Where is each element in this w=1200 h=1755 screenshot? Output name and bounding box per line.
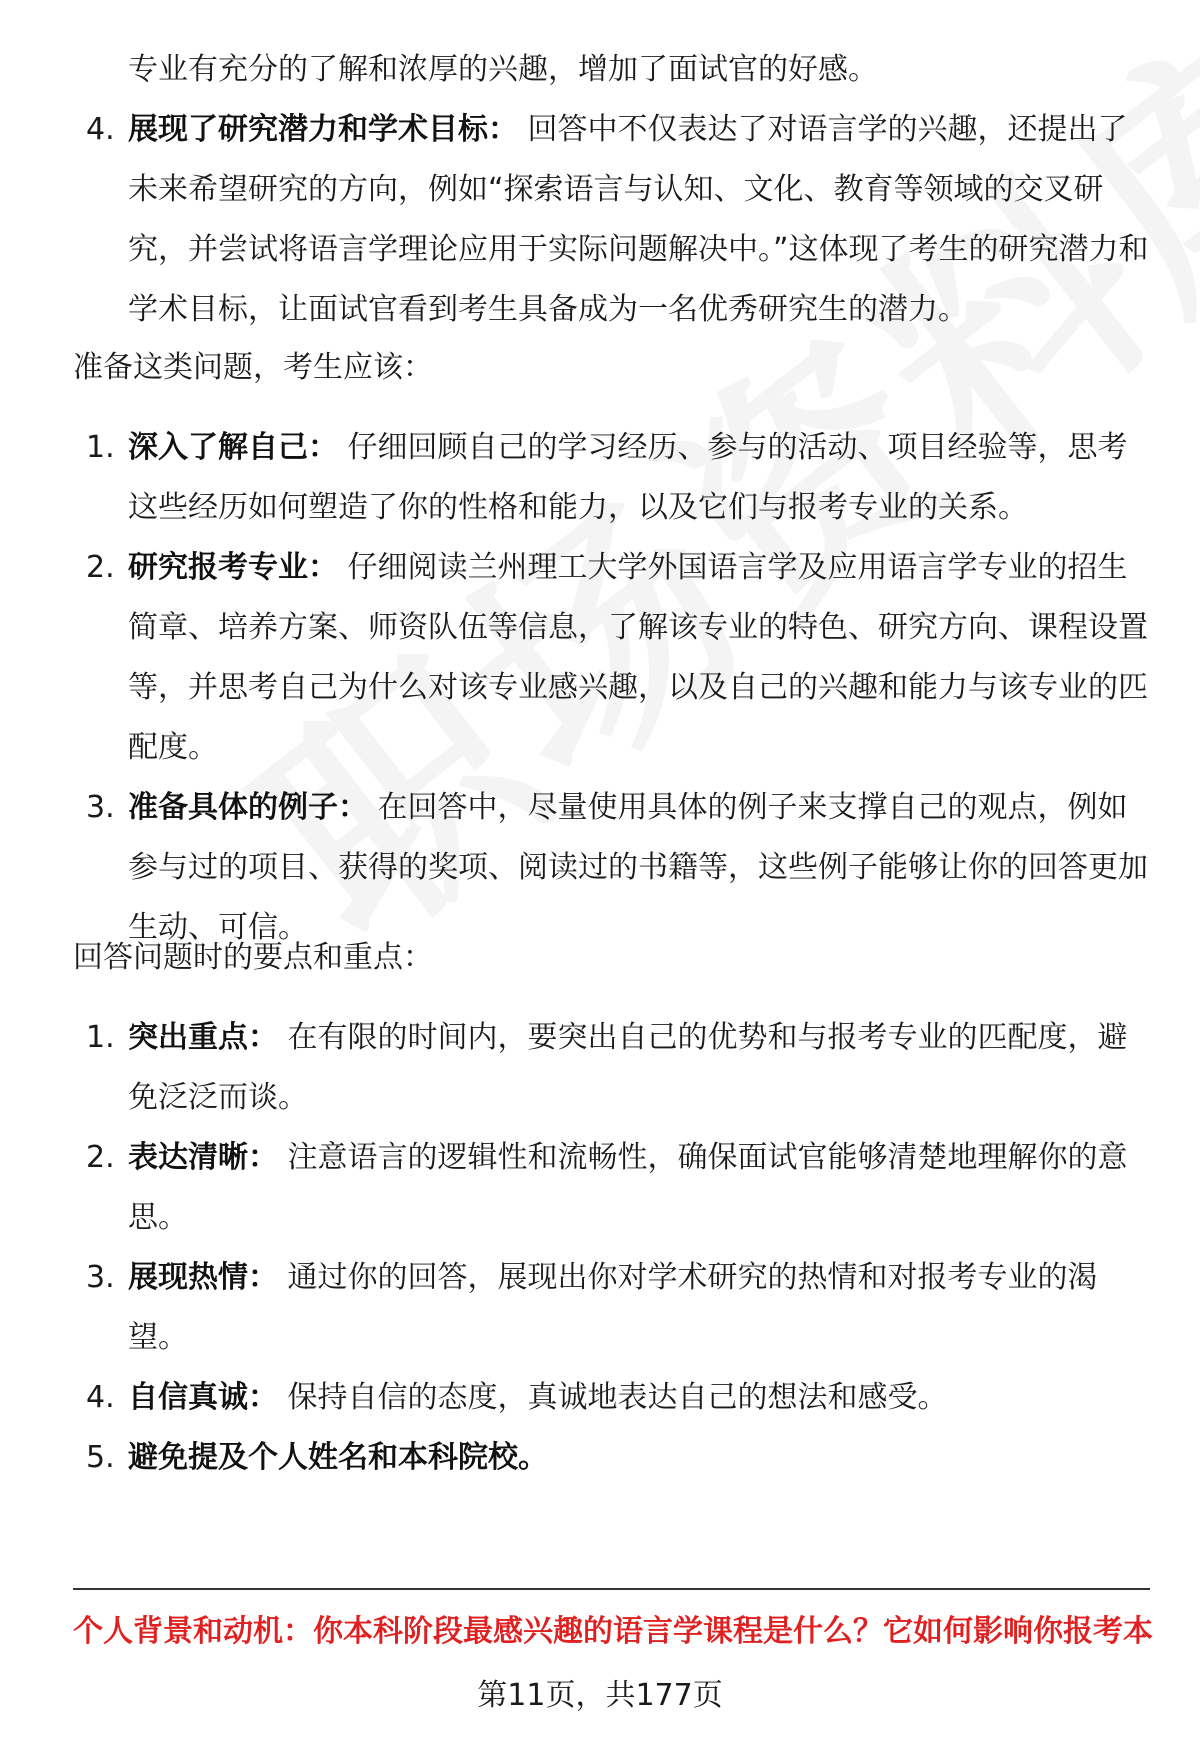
list-term: 表达清晰：: [128, 1140, 278, 1175]
list-term: 突出重点：: [128, 1020, 278, 1055]
list-text: 通过你的回答，展现出你对学术研究的热情和对报考专业的渴望。: [128, 1260, 1098, 1355]
list-number: 2.: [86, 1140, 115, 1175]
list-item: [0, 418, 1200, 538]
list-text: 在回答中，尽量使用具体的例子来支撑自己的观点，例如参与过的项目、获得的奖项、阅读过的书籍等，这些例子能够让你的回答更加生动、可信。: [128, 790, 1148, 945]
list-number: 2.: [86, 550, 115, 585]
list-term: 展现了研究潜力和学术目标：: [128, 112, 518, 147]
page-number: 第11页，共177页: [477, 1678, 723, 1713]
list-number: 1.: [86, 1020, 115, 1055]
section-divider: [73, 1588, 1150, 1590]
list-number: 4.: [86, 1380, 115, 1415]
next-question-heading: 个人背景和动机：你本科阶段最感兴趣的语言学课程是什么？它如何影响你报考本: [73, 1614, 1153, 1649]
list-item: [0, 1248, 1200, 1368]
list-text: 仔细回顾自己的学习经历、参与的活动、项目经验等，思考这些经历如何塑造了你的性格和能力，以及它们与报考专业的关系。: [128, 430, 1128, 525]
list-key-points: [0, 1008, 1200, 1488]
list-number: 4.: [86, 112, 115, 147]
list-term: 自信真诚：: [128, 1380, 278, 1415]
list-number: 3.: [86, 790, 115, 825]
list-text: 回答中不仅表达了对语言学的兴趣，还提出了未来希望研究的方向，例如“探索语言与认知、文化、教育等领域的交叉研究，并尝试将语言学理论应用于实际问题解决中。”这体现了考生的研究潜力和学术目标，让面试官看到考生具备成为一名优秀研究生的潜力。: [128, 112, 1149, 327]
list-term: 避免提及个人姓名和本科院校。: [128, 1440, 548, 1475]
list-item: [0, 1008, 1200, 1128]
section-intro-prep: 准备这类问题，考生应该：: [73, 350, 433, 385]
list-analysis: [0, 100, 1200, 340]
list-term: 展现热情：: [128, 1260, 278, 1295]
list-term: 研究报考专业：: [128, 550, 338, 585]
list-item: [0, 1428, 1200, 1488]
list-text: 仔细阅读兰州理工大学外国语言学及应用语言学专业的招生简章、培养方案、师资队伍等信息，了解该专业的特色、研究方向、课程设置等，并思考自己为什么对该专业感兴趣，以及自己的兴趣和能力与该专业的匹配度。: [128, 550, 1148, 765]
list-item: [0, 1368, 1200, 1428]
list-item: [0, 100, 1200, 340]
list-text: 在有限的时间内，要突出自己的优势和与报考专业的匹配度，避免泛泛而谈。: [128, 1020, 1128, 1115]
list-term: 深入了解自己：: [128, 430, 338, 465]
section-intro-points: 回答问题时的要点和重点：: [73, 940, 433, 975]
list-number: 3.: [86, 1260, 115, 1295]
list-number: 5.: [86, 1440, 115, 1475]
list-preparation: [0, 418, 1200, 958]
list-term: 准备具体的例子：: [128, 790, 368, 825]
list-number: 1.: [86, 430, 115, 465]
list-text: 注意语言的逻辑性和流畅性，确保面试官能够清楚地理解你的意思。: [128, 1140, 1128, 1235]
list-text: 保持自信的态度，真诚地表达自己的想法和感受。: [287, 1380, 948, 1415]
list-item: [0, 1128, 1200, 1248]
list-item: [0, 538, 1200, 778]
continuation-text: 专业有充分的了解和浓厚的兴趣，增加了面试官的好感。: [128, 52, 878, 87]
